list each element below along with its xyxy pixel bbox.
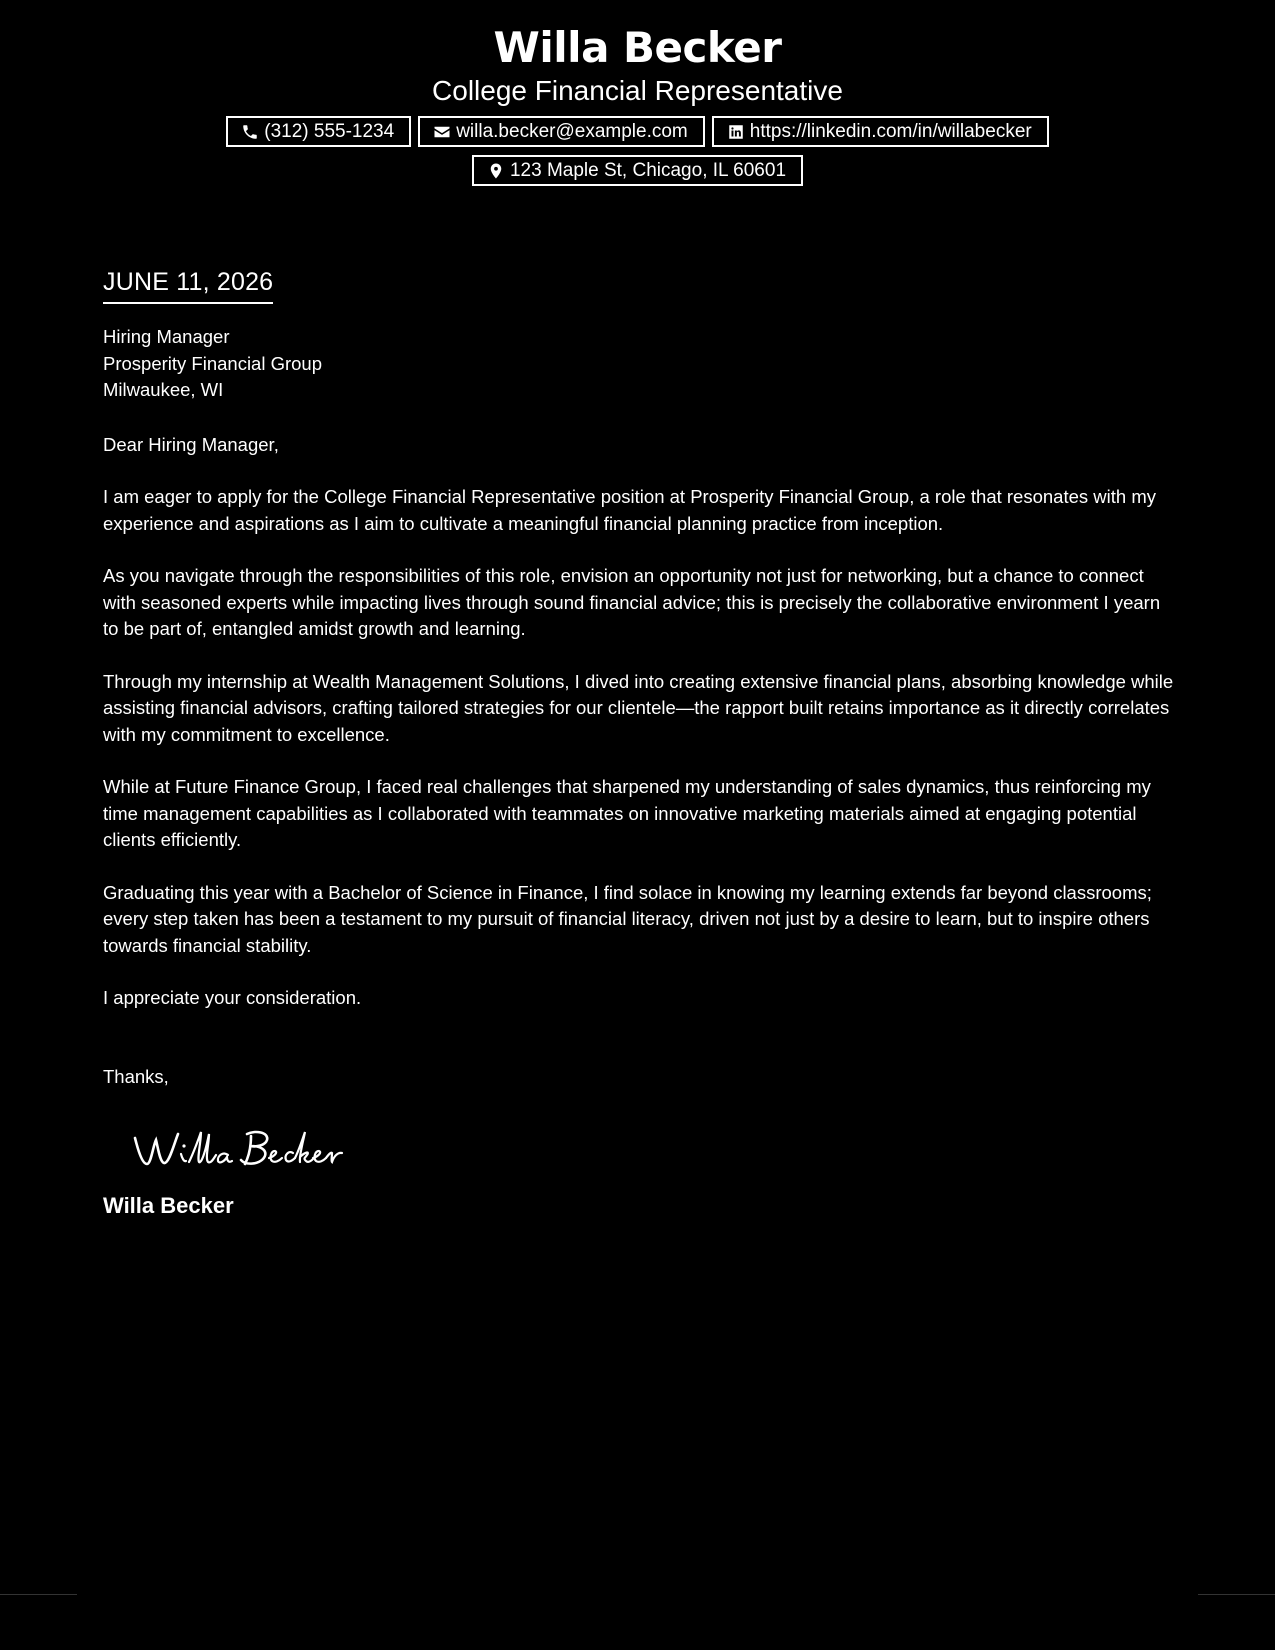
phone-icon xyxy=(241,123,259,141)
contact-address-text: 123 Maple St, Chicago, IL 60601 xyxy=(509,160,787,181)
linkedin-icon xyxy=(727,123,745,141)
candidate-title: College Financial Representative xyxy=(432,75,843,106)
signed-name: Willa Becker xyxy=(103,1193,234,1218)
handwritten-signature xyxy=(129,1124,359,1174)
contact-email[interactable] xyxy=(418,116,705,147)
map-marker-icon xyxy=(487,162,505,180)
closing: Thanks, xyxy=(103,1065,169,1087)
recipient-block xyxy=(103,324,1178,404)
contact-phone-text: (312) 555-1234 xyxy=(264,121,395,142)
letter-body xyxy=(103,266,1178,1220)
contact-list-row-2 xyxy=(0,155,1275,186)
recipient-name: Hiring Manager xyxy=(103,326,230,347)
signature xyxy=(129,1124,1178,1174)
contact-linkedin-text: https://linkedin.com/in/willabecker xyxy=(749,121,1032,142)
letter-date: JUNE 11, 2026 xyxy=(103,266,273,304)
envelope-icon xyxy=(433,123,451,141)
salutation: Dear Hiring Manager, xyxy=(103,433,279,455)
contact-address[interactable] xyxy=(472,155,803,186)
paragraph-5: Graduating this year with a Bachelor of Science in Finance, I find solace in knowing my learning extends far beyond classrooms; every step taken has been a testament to my pursuit of financial literacy, driven not just by a desire to learn, but to inspire others towards financial stability. xyxy=(103,881,1152,956)
letter-header xyxy=(0,22,1275,186)
paragraph-1: I am eager to apply for the College Financial Representative position at Prosperity Financial Group, a role that resonates with my experience and aspirations as I aim to cultivate a meaningful financial planning practice from inception. xyxy=(103,486,1156,534)
paragraph-3: Through my internship at Wealth Management Solutions, I dived into creating extensive financial plans, absorbing knowledge while assisting financial advisors, crafting tailored strategies for our clientele—the rapport built retains importance as it directly correlates with my commitment to excellence. xyxy=(103,670,1174,745)
recipient-location: Milwaukee, WI xyxy=(103,379,224,400)
appreciation: I appreciate your consideration. xyxy=(103,987,362,1008)
recipient-company: Prosperity Financial Group xyxy=(103,352,323,374)
contact-phone[interactable] xyxy=(226,116,411,147)
contact-linkedin[interactable] xyxy=(712,116,1049,147)
paragraph-4: While at Future Finance Group, I faced real challenges that sharpened my understanding of sales dynamics, thus reinforcing my time management capabilities as I collaborated with teammates on innovative marketing materials aimed at engaging potential clients efficiently. xyxy=(103,776,1151,850)
footer-divider-right xyxy=(1198,1594,1275,1595)
contact-email-text: willa.becker@example.com xyxy=(456,121,688,142)
paragraph-2: As you navigate through the responsibilities of this role, envision an opportunity not just for networking, but a chance to connect with seasoned experts while impacting lives through sound financial advice; this is precisely the collaborative environment I yearn to be part of, entangled amidst growth and learning. xyxy=(103,565,1161,639)
candidate-name: Willa Becker xyxy=(493,23,782,72)
contact-list xyxy=(138,116,1138,147)
footer-divider-left xyxy=(0,1594,77,1595)
